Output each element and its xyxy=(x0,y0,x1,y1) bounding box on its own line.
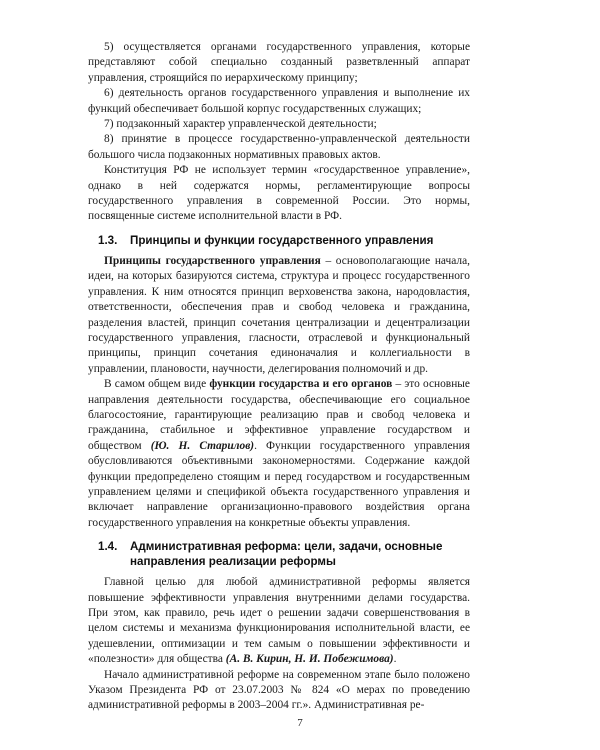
citation: (А. В. Кирин, Н. И. Побежимова) xyxy=(225,653,394,666)
paragraph-text: . Функции государственного управления обусловливаются объективными закономерностями. Содержание каждой функции предопределено стоящим и перед государством и государственным управлением целями и спецификой объекта государственного управления и включает направление организационно-правового воздействия органа государственного управления на конкретные объекты управления. xyxy=(88,439,470,529)
section-title: Принципы и функции государственного управления xyxy=(130,233,434,247)
section-title: Административная реформа: цели, задачи, основные направления реализации реформы xyxy=(130,540,443,569)
citation: (Ю. Н. Старилов) xyxy=(150,439,255,452)
paragraph-reform-goal xyxy=(88,575,470,667)
paragraph-text: – это основные направления деятельности государства, обеспечивающие его социальное благосостояние, гарантирующие реализацию прав и свобод человека и гражданина, стабильное и эффективное управление государством и обществом xyxy=(88,378,470,452)
section-heading-1-4 xyxy=(88,539,470,569)
list-item: 7) подзаконный характер управленческой деятельности; xyxy=(104,118,377,131)
section-number: 1.3. xyxy=(98,233,118,247)
list-item: 6) деятельность органов государственного управления и выполнение их функций обеспечивает большой корпус государственных служащих; xyxy=(88,87,470,115)
paragraph-functions xyxy=(88,377,470,531)
term-functions: функции государства и его органов xyxy=(209,378,393,391)
paragraph-text: – основополагающие начала, идеи, на которых базируются система, структура и процесс государственного управления. К ним относятся принцип верховенства закона, народовластия, ответственности, обеспечения прав и свобод человека и гражданина, разделения властей, принцип сочетания централизации и децентрализации государственного управления, гласности, отраслевой и функциональный принципы, принцип сочетания единоначалия и коллегиальности в управлении, плановости, научности, делегирования полномочий и др. xyxy=(88,254,470,375)
paragraph-constitution: Конституция РФ не использует термин «государственное управление», однако в ней содержатся нормы, регламентирующие вопросы государственного управления в современной России. Это нормы, посвященные системе исполнительной власти в РФ. xyxy=(88,164,470,223)
section-heading-1-3 xyxy=(88,233,470,248)
section-number: 1.4. xyxy=(98,540,118,554)
document-page xyxy=(88,40,470,714)
term-principles: Принципы государственного управления xyxy=(104,254,321,267)
page-number: 7 xyxy=(297,717,303,729)
paragraph-text: В самом общем виде xyxy=(104,378,210,391)
paragraph-reform-start: Начало административной реформе на современном этапе было положено Указом Президента РФ от 23.07.2003 № 824 «О мерах по проведению административной реформы в 2003–2004 гг.». Административная ре- xyxy=(88,668,470,712)
list-item: 8) принятие в процессе государственно-управленческой деятельности большого числа подзаконных нормативных правовых актов. xyxy=(88,133,470,161)
paragraph-text: Главной целью для любой административной реформы является повышение эффективности управления внутренними делами государства. При этом, как правило, речь идет о решении задачи совершенствования в целом системы и механизма функционирования исполнительной власти, ее удешевлении, оптимизации и тем самым о повышении эффективности и «полезности» для общества xyxy=(88,576,470,666)
list-item: 5) осуществляется органами государственного управления, которые представляют собой специально созданный разветвленный аппарат управления, строящийся по иерархическому принципу; xyxy=(88,41,470,84)
paragraph-text: . xyxy=(393,653,397,666)
paragraph-principles xyxy=(88,254,470,377)
